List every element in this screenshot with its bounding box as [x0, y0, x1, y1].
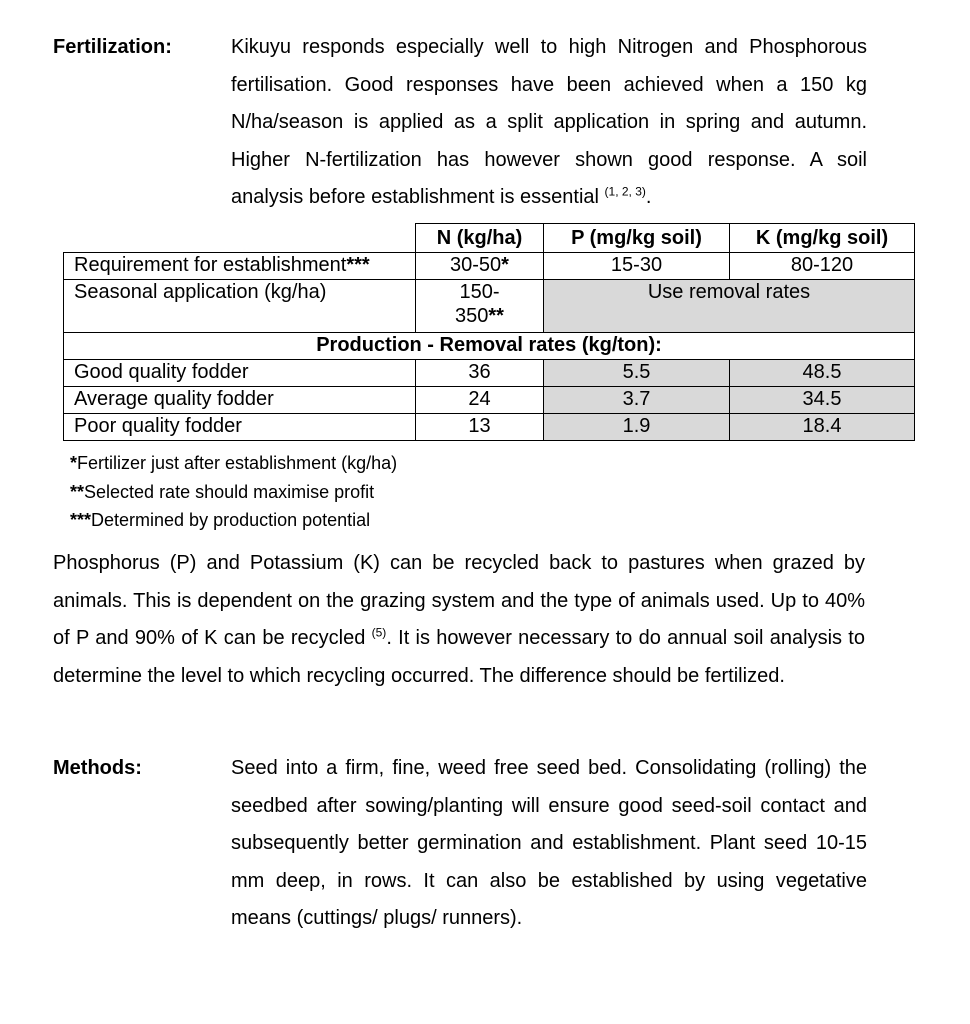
seasonal-label: Seasonal application (kg/ha)	[64, 280, 416, 333]
row-n: 24	[416, 387, 544, 414]
row-label: Good quality fodder	[64, 360, 416, 387]
row-k: 34.5	[730, 387, 915, 414]
seasonal-pk: Use removal rates	[544, 280, 915, 333]
methods-label: Methods:	[53, 757, 142, 779]
row-p: 1.9	[544, 414, 730, 441]
fertilization-ref: (1, 2, 3)	[604, 184, 646, 199]
header-k: K (mg/kg soil)	[730, 224, 915, 253]
row-n: 36	[416, 360, 544, 387]
recycling-paragraph: Phosphorus (P) and Potassium (K) can be recycled back to pastures when grazed by animals. This is dependent on the grazing system and the type of animals used. Up to 40% of P and 90% of K can be recycled $^{(5)}$. It is however necessary to do annual soil analysis to determine the level to which recycling occurred. The difference should be fertilized.	[53, 552, 865, 687]
footnote: ***Determined by production potential	[70, 510, 371, 530]
header-blank-cell	[64, 224, 416, 253]
row-k: 48.5	[730, 360, 915, 387]
recycling-ref: (5)	[371, 625, 387, 640]
fertilization-body: Kikuyu responds especially well to high Nitrogen and Phosphorous fertilisation. Good responses have been achieved when a 150 kg N/ha/season is applied as a split application in spring and autumn. Higher N-fertilization has however shown good response. A soil analysis before establishment is essential	[231, 36, 867, 208]
requirement-n: 30-50*	[416, 253, 544, 280]
row-p: 3.7	[544, 387, 730, 414]
production-title: Production - Removal rates (kg/ton):	[64, 333, 915, 360]
row-p: 5.5	[544, 360, 730, 387]
header-n: N (kg/ha)	[416, 224, 544, 253]
table-row-production-title	[64, 333, 915, 360]
row-k: 18.4	[730, 414, 915, 441]
row-n: 13	[416, 414, 544, 441]
table-row-seasonal	[64, 280, 915, 333]
footnote: **Selected rate should maximise profit	[70, 481, 375, 502]
fertilization-section	[53, 29, 913, 219]
table-header-row	[64, 224, 915, 253]
fertilization-end: .	[645, 186, 652, 208]
methods-section	[53, 750, 913, 950]
fertilizer-table	[63, 223, 915, 441]
fertilization-label: Fertilization:	[53, 36, 172, 58]
table-footnotes	[70, 449, 397, 535]
row-label: Poor quality fodder	[64, 414, 416, 441]
methods-text: Seed into a firm, fine, weed free seed bed. Consolidating (rolling) the seedbed after sowing/planting will ensure good seed-soil contact and subsequently better germination and establishment. Plant seed 10-15 mm deep, in rows. It can also be established by using vegetative means (cuttings/ plugs/ runners).	[231, 757, 867, 929]
seasonal-n: 150- 350**	[416, 280, 544, 333]
fertilization-text	[231, 29, 867, 217]
footnote: *Fertilizer just after establishment (kg/ha)	[70, 453, 398, 473]
table-row	[64, 387, 915, 414]
row-label: Average quality fodder	[64, 387, 416, 414]
table-row	[64, 360, 915, 387]
table-row-requirement	[64, 253, 915, 280]
table-row	[64, 414, 915, 441]
requirement-k: 80-120	[730, 253, 915, 280]
header-p: P (mg/kg soil)	[544, 224, 730, 253]
requirement-label: Requirement for establishment***	[64, 253, 416, 280]
requirement-p: 15-30	[544, 253, 730, 280]
